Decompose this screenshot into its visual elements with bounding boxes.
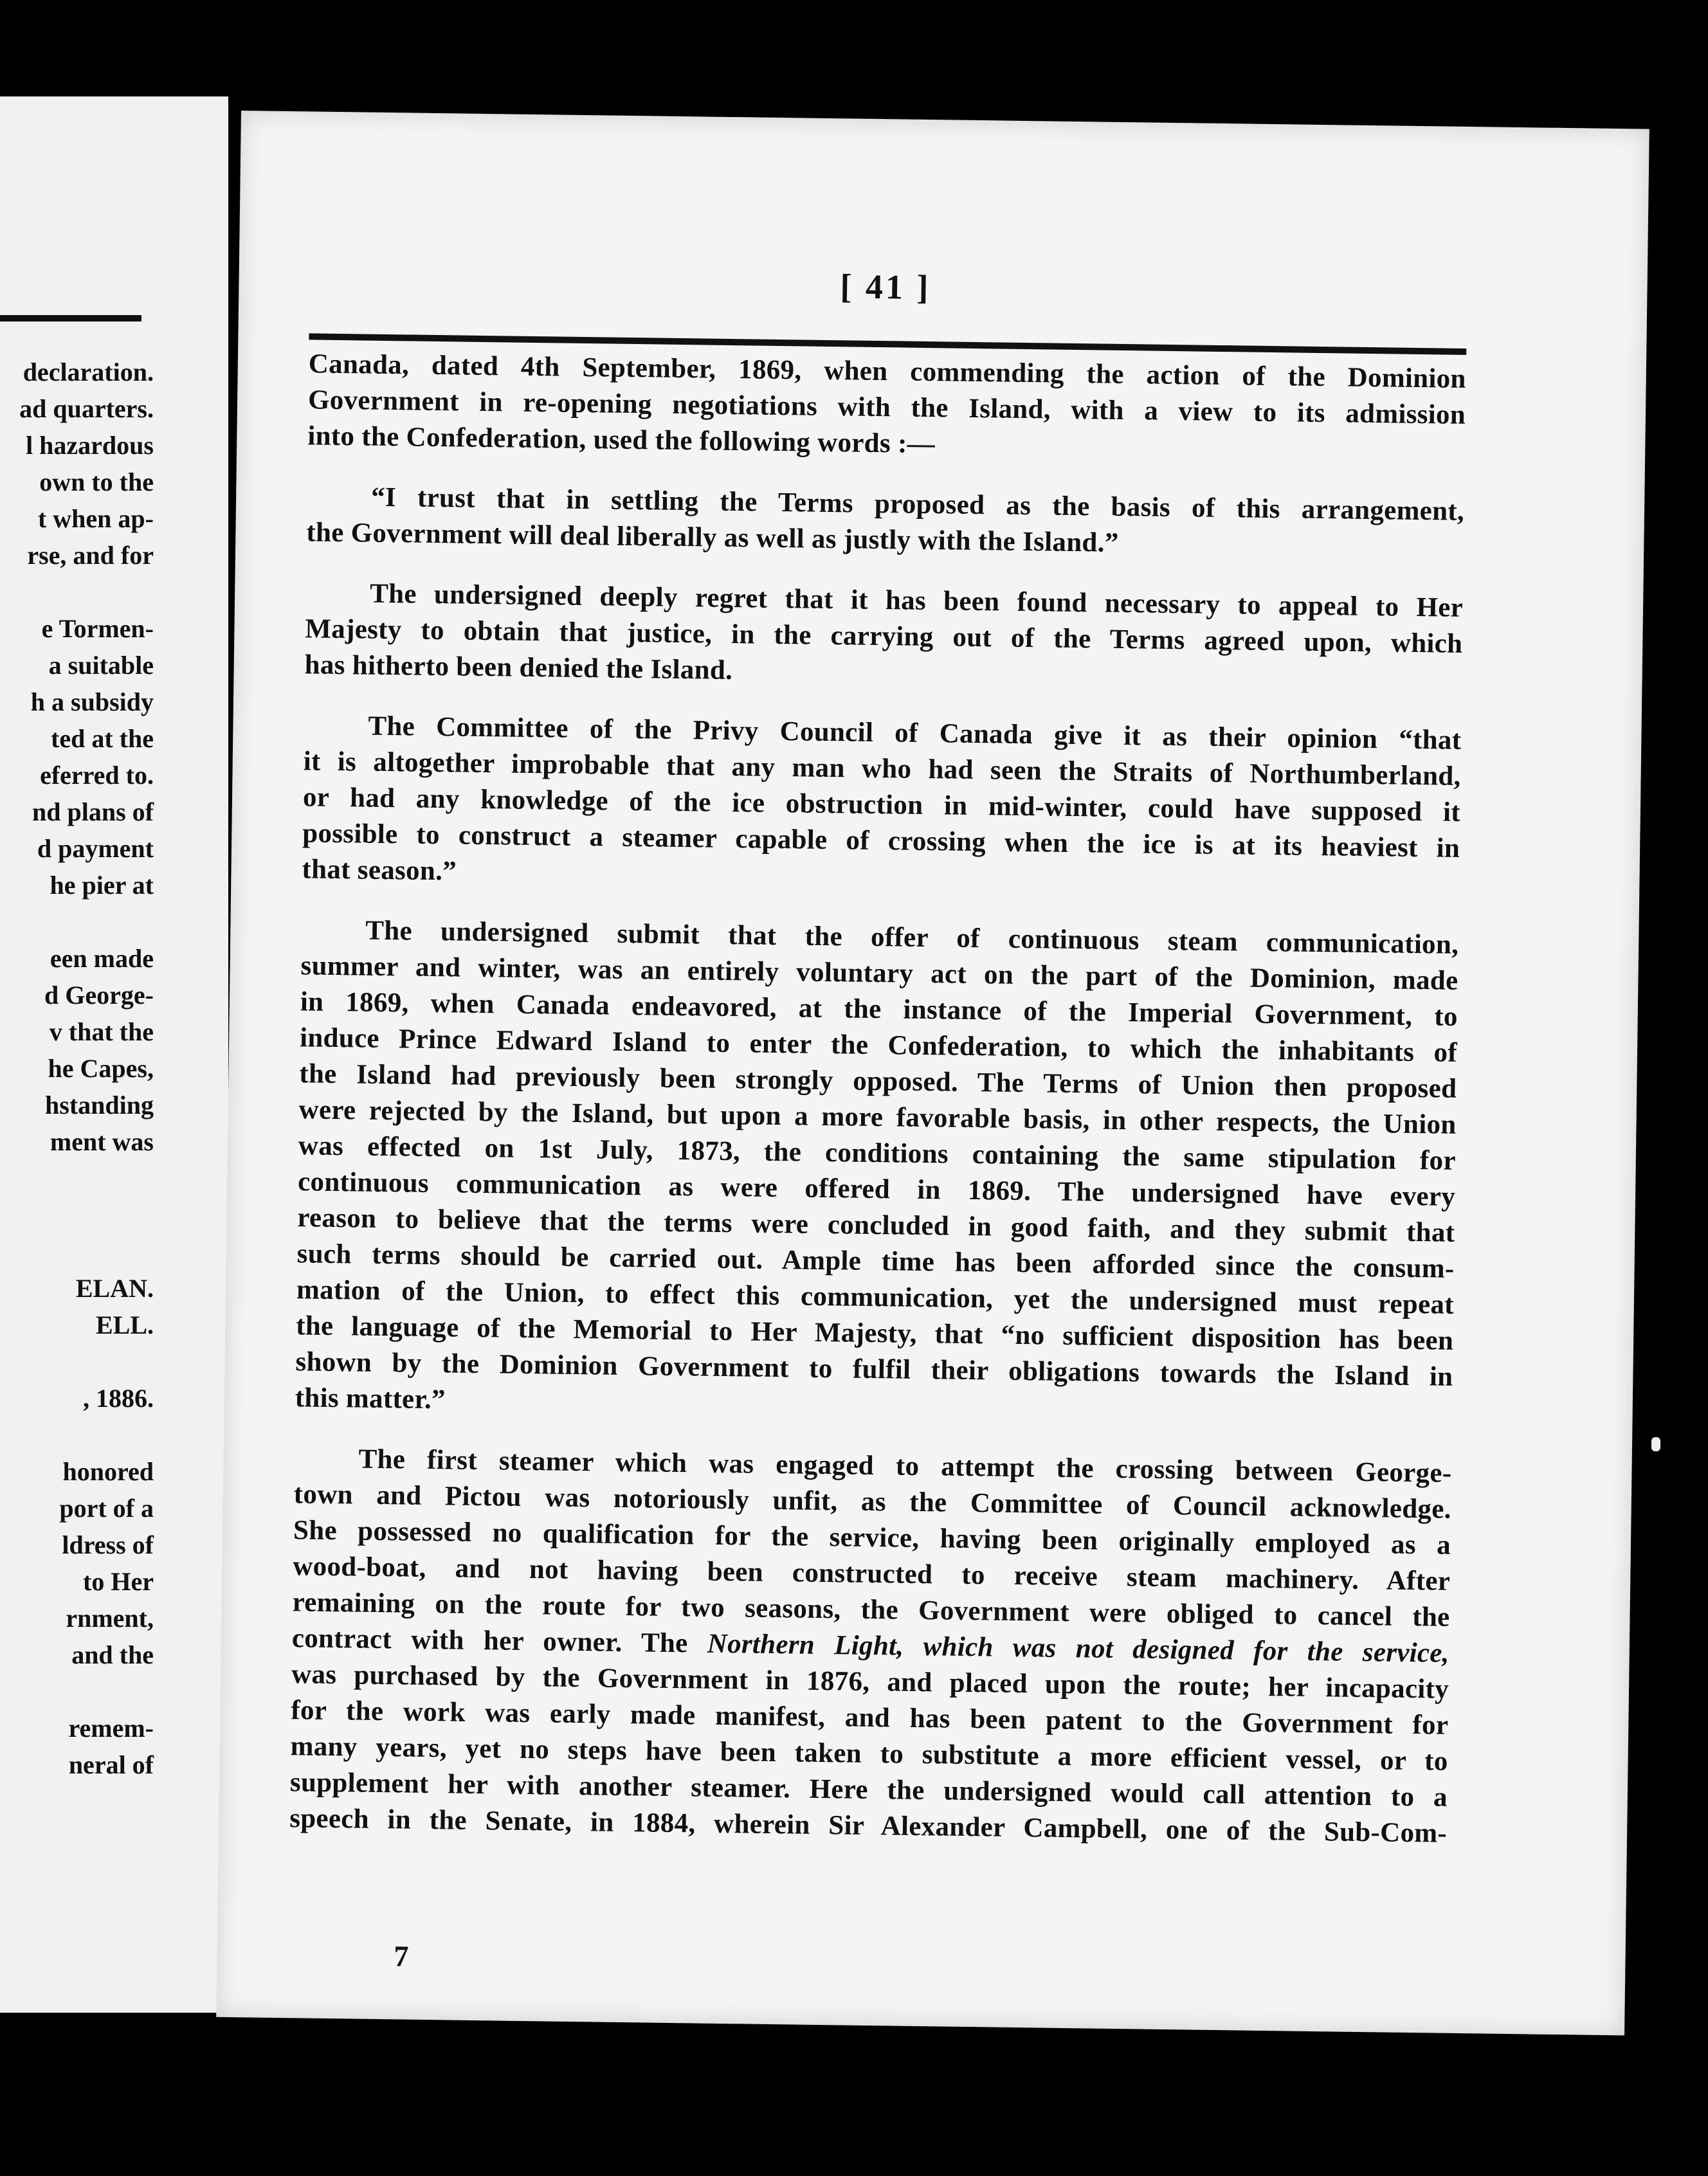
previous-page-line: neral of	[68, 1750, 154, 1779]
text-line: has hitherto been denied the Island.	[304, 649, 733, 686]
previous-page-line: honored	[62, 1457, 154, 1486]
page-number: [ 41 ]	[840, 267, 931, 307]
text-line: Government in re-opening negotiations with the Island, with a view to its admission	[307, 385, 1466, 430]
previous-page-line: ldress of	[62, 1530, 154, 1559]
text-line: or had any knowledge of the ice obstruction in mid-winter, could have supposed it	[302, 782, 1461, 828]
previous-page-fragment	[0, 96, 228, 2013]
previous-page-line: ted at the	[51, 724, 154, 753]
text-line: The first steamer which was engaged to attempt the crossing between George-	[358, 1444, 1452, 1489]
previous-page-line: een made	[50, 944, 154, 973]
previous-page-line: l hazardous	[26, 431, 154, 460]
previous-page-line: own to the	[39, 467, 154, 496]
previous-page-line: ad quarters.	[19, 394, 154, 423]
text-line: shown by the Dominion Government to fulfil their obligations towards the Island in	[295, 1346, 1453, 1392]
previous-page-line: rnment,	[66, 1604, 154, 1633]
previous-page-line: ELAN.	[75, 1274, 154, 1303]
text-line: this matter.”	[295, 1383, 446, 1415]
paragraph	[304, 575, 1463, 698]
paragraph	[307, 346, 1466, 469]
previous-page-line: , 1886.	[83, 1384, 154, 1413]
signature-mark: 7	[394, 1939, 409, 1973]
text-line: supplement her with another steamer. Here the undersigned would call attention to a	[289, 1767, 1448, 1813]
previous-page-line: he Capes,	[48, 1054, 154, 1083]
previous-page-line: a suitable	[48, 651, 154, 680]
previous-page-line: and the	[71, 1640, 154, 1669]
previous-page-line: eferred to.	[40, 761, 154, 790]
text-line: it is altogether improbable that any man who had seen the Straits of Northumberland,	[303, 746, 1461, 792]
previous-page-line: to Her	[83, 1567, 154, 1596]
previous-page-line: he pier at	[50, 871, 154, 900]
text-line: mation of the Union, to effect this communication, yet the undersigned must repeat	[296, 1274, 1455, 1320]
text-line: in 1869, when Canada endeavored, at the instance of the Imperial Government, to	[300, 986, 1458, 1032]
text-line: The undersigned submit that the offer of continuous steam communication,	[365, 915, 1459, 960]
paragraph	[302, 707, 1462, 903]
text-line: were rejected by the Island, but upon a more favorable basis, in other respects, the Union	[298, 1094, 1457, 1140]
text-line: the Island had previously been strongly opposed. The Terms of Union then proposed	[299, 1058, 1457, 1104]
previous-page-line: v that the	[49, 1017, 154, 1046]
page-edge-speck	[1651, 1437, 1660, 1451]
paragraph	[306, 478, 1464, 566]
text-line: was effected on 1st July, 1873, the conditions containing the same stipulation for	[298, 1130, 1457, 1176]
text-line: for the work was early made manifest, and has been patent to the Government for	[291, 1695, 1449, 1741]
previous-page-line: ELL.	[95, 1310, 154, 1339]
previous-page-line: declaration.	[23, 358, 154, 386]
text-line: the Government will deal liberally as well as justly with the Island.”	[306, 517, 1119, 558]
text-line: Canada, dated 4th September, 1869, when commending the action of the Dominion	[308, 349, 1467, 394]
text-line: that season.”	[302, 854, 457, 887]
text-line: possible to construct a steamer capable of crossing when the ice is at its heaviest in	[302, 818, 1460, 864]
paragraph	[292, 1440, 1452, 1636]
previous-page-line: h a subsidy	[30, 687, 154, 716]
previous-page-line: rse, and for	[27, 541, 154, 570]
previous-page-line: e Tormen-	[41, 614, 154, 643]
text-line: such terms should be carried out. Ample time has been afforded since the consum-	[296, 1238, 1455, 1284]
previous-page-line: ment was	[50, 1127, 154, 1156]
text-line: summer and winter, was an entirely voluntary act on the part of the Dominion, made	[300, 950, 1458, 996]
document-page	[216, 111, 1649, 2035]
text-line: The Committee of the Privy Council of Canada give it as their opinion “that	[368, 711, 1462, 756]
previous-page-line: nd plans of	[32, 797, 154, 826]
text-line: reason to believe that the terms were concluded in good faith, and they submit that	[297, 1202, 1455, 1248]
body-text	[289, 346, 1466, 1851]
text-line: town and Pictou was notoriously unfit, as the Committee of Council acknowledge.	[293, 1479, 1451, 1525]
text-line: continuous communication as were offered in 1869. The undersigned have every	[297, 1166, 1456, 1212]
ship-name-italic: Northern Light, which was not designed for the service,	[707, 1628, 1450, 1669]
previous-page-line: port of a	[59, 1494, 154, 1523]
text-line: “I trust that in settling the Terms proposed as the basis of this arrangement,	[370, 482, 1465, 527]
text-line: remaining on the route for two seasons, the Government were obliged to cancel the	[292, 1587, 1450, 1633]
text-run: contract with her owner. The	[291, 1623, 708, 1659]
previous-page-line: hstanding	[45, 1091, 154, 1120]
text-line: into the Confederation, used the following words :—	[307, 421, 936, 460]
text-line: the language of the Memorial to Her Majesty, that “no sufficient disposition has been	[295, 1310, 1454, 1356]
previous-page-line: t when ap-	[37, 504, 154, 533]
previous-page-line: d payment	[37, 834, 154, 863]
previous-page-header-rule	[0, 315, 141, 322]
text-line: was purchased by the Government in 1876, and placed upon the route; her incapacity	[291, 1659, 1449, 1705]
text-line: many years, yet no steps have been taken to substitute a more efficient vessel, or to	[290, 1731, 1448, 1777]
text-line: Majesty to obtain that justice, in the carrying out of the Terms agreed upon, which	[305, 613, 1463, 659]
text-line: speech in the Senate, in 1884, wherein Sir Alexander Campbell, one of the Sub-Com-	[289, 1803, 1448, 1849]
previous-page-line: remem-	[68, 1714, 154, 1743]
text-line: wood-boat, and not having been constructed to receive steam machinery. After	[293, 1551, 1451, 1597]
text-line: induce Prince Edward Island to enter the Confederation, to which the inhabitants of	[299, 1022, 1458, 1068]
text-line: The undersigned deeply regret that it has been found necessary to appeal to Her	[369, 578, 1464, 623]
text-line: She possessed no qualification for the service, having been originally employed as a	[293, 1515, 1451, 1561]
paragraph	[295, 912, 1458, 1431]
previous-page-line: d George-	[44, 981, 154, 1010]
